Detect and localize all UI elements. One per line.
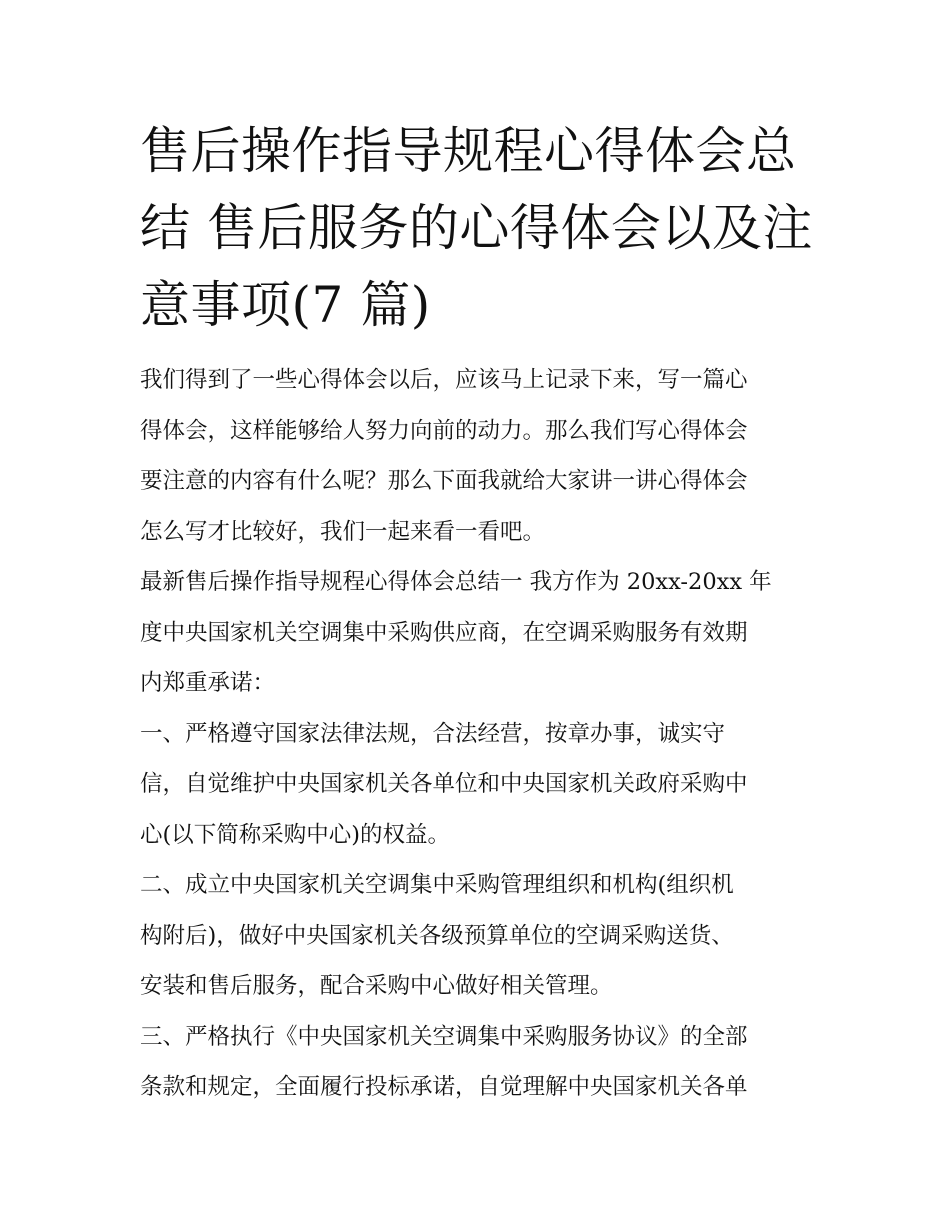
body-line: 二、成立中央国家机关空调集中采购管理组织和机构(组织机 [140,872,734,898]
title-line: 售后操作指导规程心得体会总 [140,122,797,180]
body-line: 内郑重承诺： [140,670,276,696]
body-line: 安装和售后服务，配合采购中心做好相关管理。 [140,973,613,999]
body-line: 心(以下简称采购中心)的权益。 [140,821,451,848]
body-line: 要注意的内容有什么呢？那么下面我就给大家讲一讲心得体会 [140,468,748,494]
body-line: 信，自觉维护中央国家机关各单位和中央国家机关政府采购中 [140,771,748,797]
body-line: 得体会，这样能够给人努力向前的动力。那么我们写心得体会 [140,417,748,444]
document-body [140,355,830,1113]
body-line: 最新售后操作指导规程心得体会总结一 我方作为 20xx-20xx 年 [140,569,772,595]
body-line: 度中央国家机关空调集中采购供应商，在空调采购服务有效期 [140,619,748,646]
body-line: 怎么写才比较好，我们一起来看一看吧。 [140,518,546,545]
body-line: 三、严格执行《中央国家机关空调集中采购服务协议》的全部 [140,1023,748,1050]
body-line: 一、严格遵守国家法律法规，合法经营，按章办事，诚实守 [140,720,726,747]
title-line: 结 售后服务的心得体会以及注 [140,199,813,257]
body-line: 构附后)，做好中央国家机关各级预算单位的空调采购送货、 [140,922,734,949]
document-title [140,113,820,344]
title-line: 意事项(7 篇) [140,276,431,334]
body-line: 我们得到了一些心得体会以后，应该马上记录下来，写一篇心 [140,367,748,393]
body-line: 条款和规定，全面履行投标承诺，自觉理解中央国家机关各单 [140,1074,748,1100]
